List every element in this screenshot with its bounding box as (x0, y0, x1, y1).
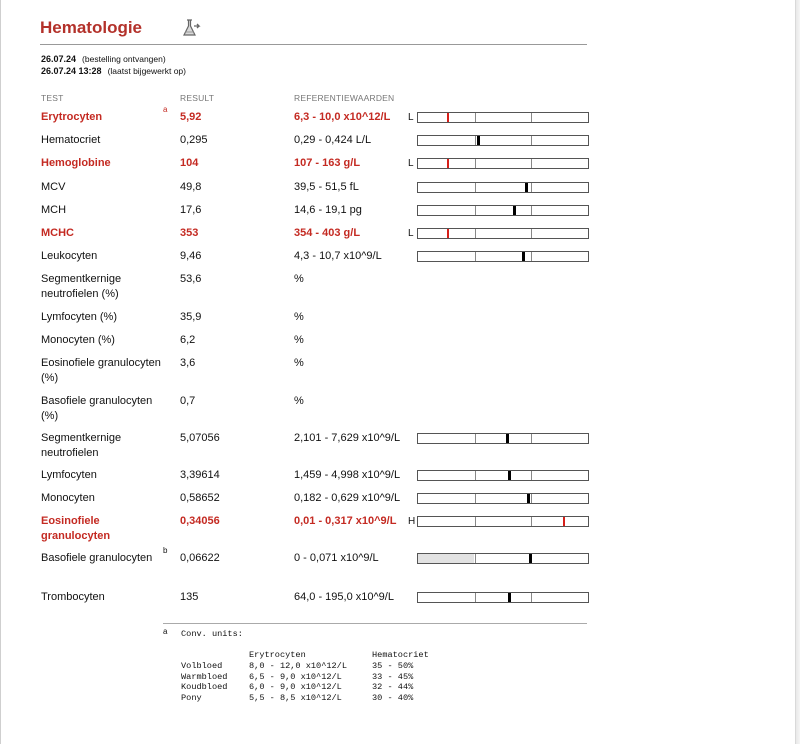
footnote-cell-v2: 33 - 45% (372, 671, 414, 682)
footnote-cell-label: Koudbloed (181, 682, 228, 692)
range-bar-tick (475, 554, 476, 563)
range-bar-tick (531, 183, 532, 192)
test-name: Trombocyten (41, 591, 105, 603)
range-bar-tick (475, 434, 476, 443)
column-header-test: TEST (41, 93, 64, 103)
test-result: 104 (180, 157, 199, 169)
range-bar-tick (475, 229, 476, 238)
value-marker (529, 554, 532, 563)
test-result: 9,46 (180, 250, 202, 262)
range-bar (417, 228, 589, 239)
range-bar-tick (531, 494, 532, 503)
test-name: Monocyten (%) (41, 334, 115, 346)
value-marker (477, 136, 480, 145)
range-bar (417, 251, 589, 262)
test-result: 353 (180, 227, 199, 239)
footnote-cell-label: Volbloed (181, 661, 223, 671)
range-bar-tick (531, 136, 532, 145)
footnote-col-erytrocyten: Erytrocyten (249, 650, 306, 660)
test-name: MCH (41, 204, 67, 216)
test-result: 35,9 (180, 311, 202, 323)
reference-range: 0,01 - 0,317 x10^9/L (294, 515, 397, 527)
test-result: 17,6 (180, 204, 202, 216)
received-note: (bestelling ontvangen) (82, 54, 166, 64)
range-bar (417, 135, 589, 146)
footnote-ref: a (163, 105, 168, 114)
test-name: Eosinofiele granulocyten (%) (41, 357, 161, 384)
updated-note: (laatst bijgewerkt op) (107, 66, 186, 76)
value-marker (527, 494, 530, 503)
column-header-result: RESULT (180, 93, 215, 103)
range-bar (417, 553, 589, 564)
value-marker (447, 113, 449, 122)
reference-range: 2,101 - 7,629 x10^9/L (294, 432, 401, 444)
reference-range: 4,3 - 10,7 x10^9/L (294, 250, 382, 262)
test-result: 0,7 (180, 395, 196, 407)
test-name: Segmentkernige neutrofielen (%) (41, 273, 122, 300)
test-result: 135 (180, 591, 199, 603)
range-bar-tick (475, 113, 476, 122)
reference-range: % (294, 311, 304, 323)
range-bar (417, 470, 589, 481)
range-bar (417, 516, 589, 527)
value-marker (513, 206, 516, 215)
column-header-reference: REFERENTIEWAARDEN (294, 93, 395, 103)
test-name: Leukocyten (41, 250, 98, 262)
page-title: Hematologie (40, 18, 143, 37)
footnote-cell-label: Pony (181, 692, 202, 703)
test-result: 0,58652 (180, 492, 220, 504)
range-bar-tick (531, 159, 532, 168)
range-bar-tick (531, 206, 532, 215)
test-result: 5,07056 (180, 432, 220, 444)
reference-range: % (294, 395, 304, 407)
value-marker (508, 471, 511, 480)
range-bar (417, 493, 589, 504)
range-flag: L (408, 228, 414, 239)
test-name: Lymfocyten (%) (41, 311, 118, 323)
footnote-ref: b (163, 546, 168, 555)
test-result: 6,2 (180, 334, 196, 346)
range-bar-tick (531, 113, 532, 122)
footnote-divider (163, 623, 587, 624)
reference-range: 0 - 0,071 x10^9/L (294, 552, 379, 564)
reference-range: % (294, 273, 304, 285)
value-marker (525, 183, 528, 192)
range-bar-tick (475, 136, 476, 145)
range-bar-tick (475, 159, 476, 168)
range-bar-tick (475, 471, 476, 480)
range-bar-shade (418, 554, 474, 563)
range-bar-tick (475, 517, 476, 526)
received-date: 26.07.24 (41, 54, 77, 64)
reference-range: 1,459 - 4,998 x10^9/L (294, 469, 401, 481)
footnote-marker: a (163, 627, 168, 636)
reference-range: 39,5 - 51,5 fL (294, 181, 359, 193)
meta-received (41, 54, 166, 64)
range-flag: L (408, 112, 414, 123)
range-bar-tick (475, 593, 476, 602)
range-bar (417, 205, 589, 216)
updated-date: 26.07.24 13:28 (41, 66, 102, 76)
test-result: 3,39614 (180, 469, 220, 481)
range-bar-tick (531, 252, 532, 261)
footnote-cell-v1: 6,0 - 9,0 x10^12/L (249, 682, 342, 692)
reference-range: 0,182 - 0,629 x10^9/L (294, 492, 401, 504)
footnote-cell-v1: 8,0 - 12,0 x10^12/L (249, 661, 347, 671)
footnote-cell-label: Warmbloed (181, 671, 228, 682)
footnote-cell-v1: 6,5 - 9,0 x10^12/L (249, 671, 342, 682)
reference-range: 0,29 - 0,424 L/L (294, 134, 372, 146)
reference-range: % (294, 357, 304, 369)
range-bar (417, 112, 589, 123)
test-name: Segmentkernige neutrofielen (41, 432, 122, 459)
flask-export-icon[interactable] (181, 17, 203, 39)
range-bar (417, 182, 589, 193)
range-bar-tick (475, 494, 476, 503)
reference-range: 14,6 - 19,1 pg (294, 204, 362, 216)
test-name: Basofiele granulocyten (%) (41, 395, 153, 422)
range-bar-tick (531, 593, 532, 602)
test-result: 5,92 (180, 111, 202, 123)
test-result: 0,34056 (180, 515, 220, 527)
test-name: MCV (41, 181, 66, 193)
range-flag: H (408, 516, 416, 527)
footnote-heading: Conv. units: (181, 629, 243, 639)
value-marker (506, 434, 509, 443)
reference-range: % (294, 334, 304, 346)
range-bar (417, 592, 589, 603)
value-marker (508, 593, 511, 602)
range-bar-tick (475, 252, 476, 261)
footnote-cell-v1: 5,5 - 8,5 x10^12/L (249, 692, 342, 703)
test-name: Basofiele granulocyten (41, 552, 153, 564)
test-result: 0,06622 (180, 552, 220, 564)
test-name: Eosinofiele granulocyten (41, 515, 111, 542)
title-divider (40, 44, 587, 45)
range-bar-tick (531, 471, 532, 480)
reference-range: 64,0 - 195,0 x10^9/L (294, 591, 394, 603)
range-bar (417, 433, 589, 444)
test-name: Hemoglobine (41, 157, 111, 169)
test-name: Lymfocyten (41, 469, 97, 481)
test-name: Erytrocyten (41, 111, 103, 123)
range-bar-tick (531, 517, 532, 526)
test-result: 3,6 (180, 357, 196, 369)
footnote-col-hematocriet: Hematocriet (372, 650, 429, 660)
value-marker (447, 159, 449, 168)
range-bar-tick (531, 434, 532, 443)
footnote-cell-v2: 30 - 40% (372, 692, 414, 703)
reference-range: 107 - 163 g/L (294, 157, 361, 169)
test-name: MCHC (41, 227, 74, 239)
range-bar-tick (531, 229, 532, 238)
footnote-cell-v2: 32 - 44% (372, 682, 414, 692)
value-marker (522, 252, 525, 261)
test-result: 53,6 (180, 273, 202, 285)
footnote-cell-v2: 35 - 50% (372, 661, 414, 671)
test-name: Monocyten (41, 492, 95, 504)
value-marker (447, 229, 449, 238)
range-bar-tick (475, 183, 476, 192)
reference-range: 6,3 - 10,0 x10^12/L (294, 111, 391, 123)
range-bar (417, 158, 589, 169)
reference-range: 354 - 403 g/L (294, 227, 361, 239)
test-name: Hematocriet (41, 134, 101, 146)
range-bar-tick (475, 206, 476, 215)
meta-updated (41, 66, 186, 76)
value-marker (563, 517, 565, 526)
test-result: 0,295 (180, 134, 208, 146)
range-flag: L (408, 158, 414, 169)
test-result: 49,8 (180, 181, 202, 193)
